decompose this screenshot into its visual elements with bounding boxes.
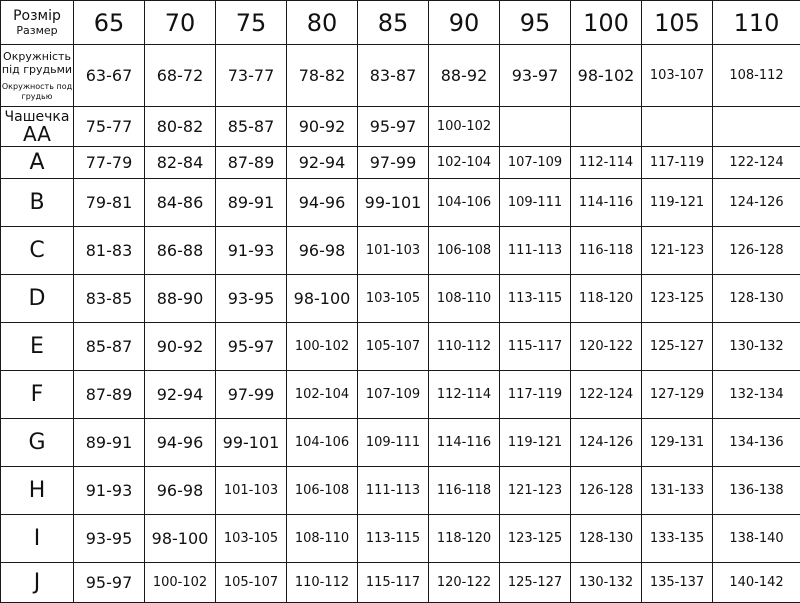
bust-range-cell: 119-121 (500, 419, 571, 467)
bust-range-cell: 117-119 (642, 147, 713, 179)
bust-range-cell: 115-117 (500, 323, 571, 371)
bust-range-cell: 116-118 (429, 467, 500, 515)
bust-range-cell: 113-115 (500, 275, 571, 323)
bust-range-cell: 102-104 (287, 371, 358, 419)
bust-range-cell: 128-130 (713, 275, 800, 323)
bust-range-cell: 106-108 (287, 467, 358, 515)
cup-word-label: Чашечка (1, 110, 73, 124)
underbust-value: 88-92 (429, 45, 500, 107)
corner-label-ru: Размер (1, 24, 73, 38)
bust-range-cell: 123-125 (500, 515, 571, 563)
cup-aa-value: 95-97 (358, 107, 429, 147)
bust-range-cell: 130-132 (713, 323, 800, 371)
cup-row-e (1, 323, 800, 371)
bust-range-cell: 124-126 (571, 419, 642, 467)
bust-range-cell: 120-122 (429, 563, 500, 603)
bust-range-cell: 128-130 (571, 515, 642, 563)
bust-range-cell: 94-96 (145, 419, 216, 467)
bust-range-cell: 116-118 (571, 227, 642, 275)
bust-range-cell: 91-93 (216, 227, 287, 275)
cup-row-g (1, 419, 800, 467)
cup-aa-value: 75-77 (74, 107, 145, 147)
bust-range-cell: 89-91 (216, 179, 287, 227)
bust-range-cell: 130-132 (571, 563, 642, 603)
bust-range-cell: 126-128 (571, 467, 642, 515)
bust-range-cell: 86-88 (145, 227, 216, 275)
cup-label-d: D (1, 275, 74, 323)
bust-range-cell: 94-96 (287, 179, 358, 227)
bust-range-cell: 104-106 (429, 179, 500, 227)
bust-range-cell: 138-140 (713, 515, 800, 563)
cup-row-f (1, 371, 800, 419)
cup-label-b: B (1, 179, 74, 227)
underbust-value: 73-77 (216, 45, 287, 107)
cup-aa-value (571, 107, 642, 147)
bust-range-cell: 97-99 (358, 147, 429, 179)
bust-range-cell: 99-101 (216, 419, 287, 467)
bust-range-cell: 114-116 (571, 179, 642, 227)
bust-range-cell: 93-95 (74, 515, 145, 563)
bust-range-cell: 100-102 (145, 563, 216, 603)
bust-range-cell: 124-126 (713, 179, 800, 227)
underbust-value: 68-72 (145, 45, 216, 107)
bust-range-cell: 102-104 (429, 147, 500, 179)
underbust-value: 98-102 (571, 45, 642, 107)
size-header-65: 65 (74, 1, 145, 45)
cup-label-a: A (1, 147, 74, 179)
size-header-80: 80 (287, 1, 358, 45)
cup-aa-value: 85-87 (216, 107, 287, 147)
bust-range-cell: 122-124 (571, 371, 642, 419)
bust-range-cell: 117-119 (500, 371, 571, 419)
cup-aa-value (642, 107, 713, 147)
bust-range-cell: 121-123 (500, 467, 571, 515)
cup-row-h (1, 467, 800, 515)
bust-range-cell: 97-99 (216, 371, 287, 419)
bust-range-cell: 101-103 (358, 227, 429, 275)
cup-label-i: I (1, 515, 74, 563)
bust-range-cell: 109-111 (500, 179, 571, 227)
bust-range-cell: 127-129 (642, 371, 713, 419)
bust-range-cell: 95-97 (216, 323, 287, 371)
bust-range-cell: 131-133 (642, 467, 713, 515)
size-header-70: 70 (145, 1, 216, 45)
cup-aa-value (713, 107, 800, 147)
bust-range-cell: 118-120 (429, 515, 500, 563)
bust-range-cell: 108-110 (429, 275, 500, 323)
bust-range-cell: 77-79 (74, 147, 145, 179)
bust-range-cell: 105-107 (358, 323, 429, 371)
bust-range-cell: 87-89 (216, 147, 287, 179)
cup-aa-value (500, 107, 571, 147)
bust-range-cell: 121-123 (642, 227, 713, 275)
underbust-value: 93-97 (500, 45, 571, 107)
size-header-100: 100 (571, 1, 642, 45)
underbust-value: 78-82 (287, 45, 358, 107)
bust-range-cell: 125-127 (500, 563, 571, 603)
bust-range-cell: 101-103 (216, 467, 287, 515)
header-row (1, 1, 800, 45)
bust-range-cell: 98-100 (287, 275, 358, 323)
bust-range-cell: 140-142 (713, 563, 800, 603)
bust-range-cell: 134-136 (713, 419, 800, 467)
bust-range-cell: 88-90 (145, 275, 216, 323)
bust-range-cell: 104-106 (287, 419, 358, 467)
bust-range-cell: 123-125 (642, 275, 713, 323)
bust-range-cell: 96-98 (287, 227, 358, 275)
cup-row-d (1, 275, 800, 323)
size-chart-body (1, 1, 800, 603)
bust-range-cell: 111-113 (358, 467, 429, 515)
bust-range-cell: 107-109 (500, 147, 571, 179)
size-header-110: 110 (713, 1, 800, 45)
bust-range-cell: 112-114 (571, 147, 642, 179)
cup-aa-label-cell (1, 107, 74, 147)
size-header-90: 90 (429, 1, 500, 45)
bust-range-cell: 129-131 (642, 419, 713, 467)
bust-range-cell: 122-124 (713, 147, 800, 179)
bust-range-cell: 113-115 (358, 515, 429, 563)
size-header-105: 105 (642, 1, 713, 45)
underbust-value: 108-112 (713, 45, 800, 107)
bust-range-cell: 85-87 (74, 323, 145, 371)
bust-range-cell: 95-97 (74, 563, 145, 603)
bust-range-cell: 135-137 (642, 563, 713, 603)
size-header-85: 85 (358, 1, 429, 45)
cup-aa-value: 90-92 (287, 107, 358, 147)
bust-range-cell: 108-110 (287, 515, 358, 563)
cup-row-b (1, 179, 800, 227)
bust-range-cell: 120-122 (571, 323, 642, 371)
bust-range-cell: 79-81 (74, 179, 145, 227)
bust-range-cell: 109-111 (358, 419, 429, 467)
cup-label-c: C (1, 227, 74, 275)
bust-range-cell: 136-138 (713, 467, 800, 515)
bust-range-cell: 110-112 (429, 323, 500, 371)
size-header-75: 75 (216, 1, 287, 45)
bust-range-cell: 98-100 (145, 515, 216, 563)
bust-range-cell: 96-98 (145, 467, 216, 515)
cup-row-aa (1, 107, 800, 147)
cup-row-j (1, 563, 800, 603)
bust-range-cell: 105-107 (216, 563, 287, 603)
bust-range-cell: 106-108 (429, 227, 500, 275)
bust-range-cell: 92-94 (145, 371, 216, 419)
cup-label-g: G (1, 419, 74, 467)
bust-range-cell: 112-114 (429, 371, 500, 419)
bust-range-cell: 110-112 (287, 563, 358, 603)
cup-aa-value: 80-82 (145, 107, 216, 147)
cup-label-j: J (1, 563, 74, 603)
bust-range-cell: 107-109 (358, 371, 429, 419)
bust-range-cell: 126-128 (713, 227, 800, 275)
underbust-label-cell (1, 45, 74, 107)
cup-label-h: H (1, 467, 74, 515)
bust-range-cell: 119-121 (642, 179, 713, 227)
cup-row-c (1, 227, 800, 275)
cup-row-i (1, 515, 800, 563)
bust-range-cell: 115-117 (358, 563, 429, 603)
cup-aa-value: 100-102 (429, 107, 500, 147)
bust-range-cell: 132-134 (713, 371, 800, 419)
bust-range-cell: 92-94 (287, 147, 358, 179)
corner-header-cell (1, 1, 74, 45)
underbust-value: 83-87 (358, 45, 429, 107)
underbust-value: 63-67 (74, 45, 145, 107)
cup-aa-label: AA (1, 124, 73, 144)
bust-range-cell: 87-89 (74, 371, 145, 419)
bust-range-cell: 114-116 (429, 419, 500, 467)
corner-label-ua: Розмір (1, 8, 73, 24)
underbust-label-ru: Окружность под грудью (1, 82, 73, 102)
bust-range-cell: 111-113 (500, 227, 571, 275)
bust-range-cell: 84-86 (145, 179, 216, 227)
cup-label-e: E (1, 323, 74, 371)
bust-range-cell: 133-135 (642, 515, 713, 563)
bust-range-cell: 100-102 (287, 323, 358, 371)
bust-range-cell: 82-84 (145, 147, 216, 179)
cup-row-a (1, 147, 800, 179)
bust-range-cell: 99-101 (358, 179, 429, 227)
underbust-label-ua: Окружність під грудьми (1, 50, 73, 76)
bust-range-cell: 93-95 (216, 275, 287, 323)
size-header-95: 95 (500, 1, 571, 45)
underbust-value: 103-107 (642, 45, 713, 107)
bust-range-cell: 91-93 (74, 467, 145, 515)
underbust-row (1, 45, 800, 107)
bust-range-cell: 118-120 (571, 275, 642, 323)
bust-range-cell: 125-127 (642, 323, 713, 371)
bust-range-cell: 83-85 (74, 275, 145, 323)
bust-range-cell: 90-92 (145, 323, 216, 371)
bust-range-cell: 103-105 (358, 275, 429, 323)
bust-range-cell: 89-91 (74, 419, 145, 467)
cup-label-f: F (1, 371, 74, 419)
bust-range-cell: 103-105 (216, 515, 287, 563)
bust-range-cell: 81-83 (74, 227, 145, 275)
